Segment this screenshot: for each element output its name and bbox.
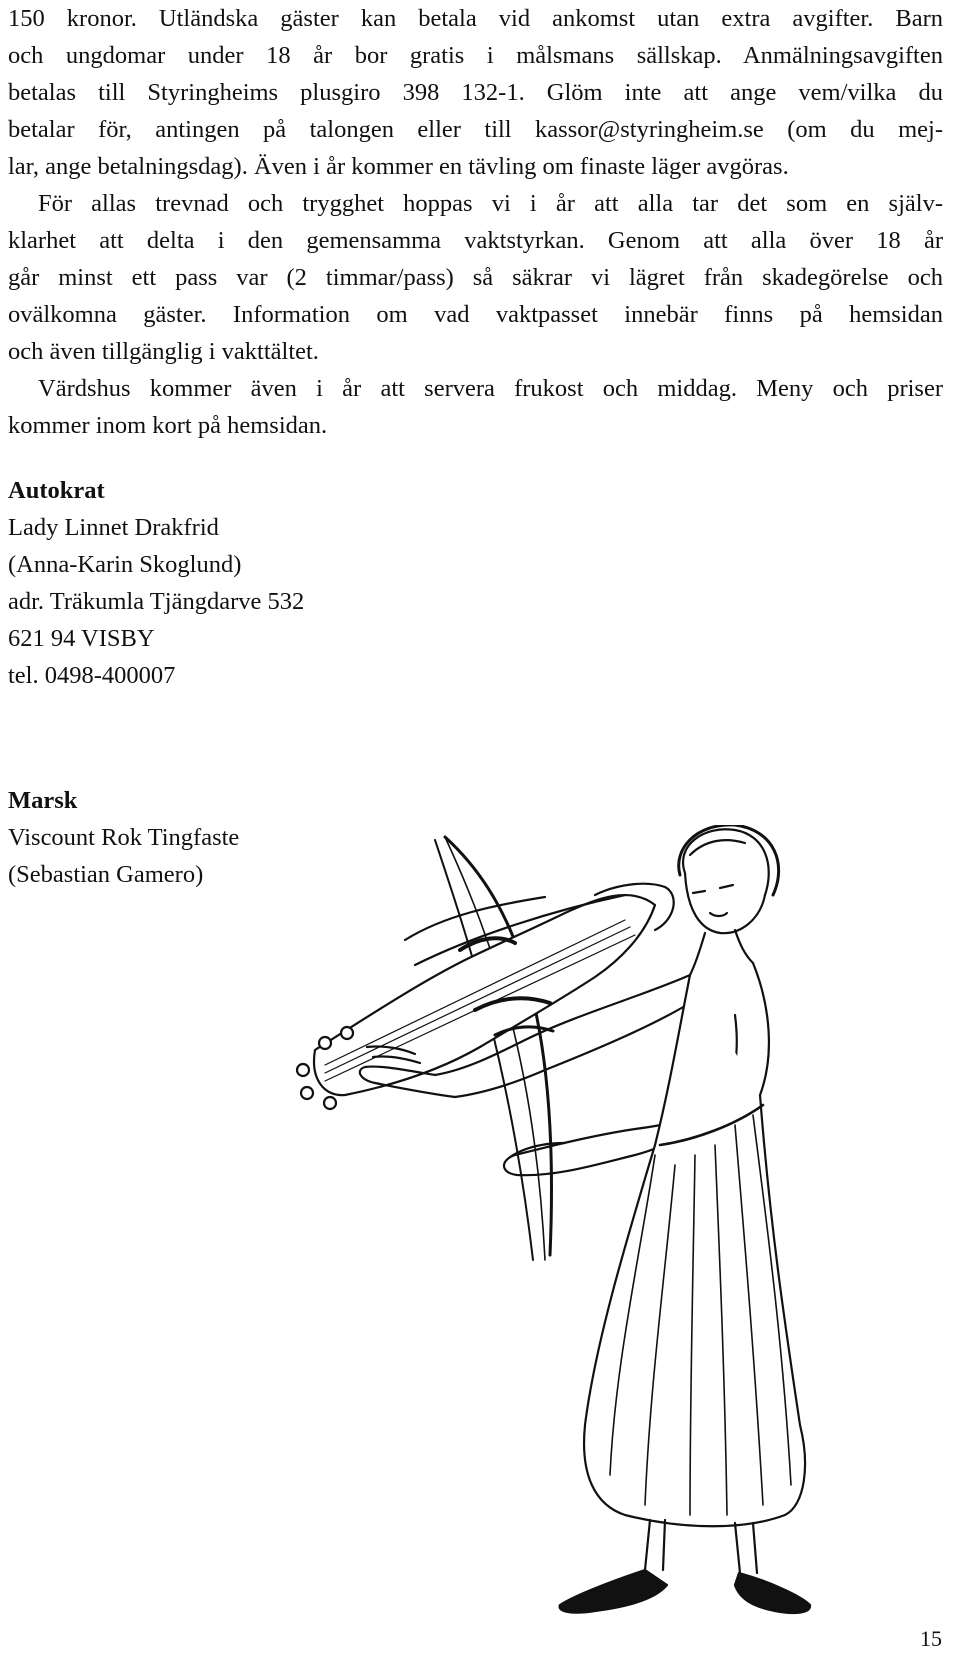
autokrat-title: Autokrat [8,477,105,504]
text-line: kommer inom kort på hemsidan. [8,412,328,439]
text-line: går minst ett pass var (2 timmar/pass) så säkrar vi lägret från skadegörelse och [8,264,943,291]
autokrat-postal: 621 94 VISBY [8,625,155,652]
autokrat-phone: tel. 0498-400007 [8,662,176,689]
paragraph-guard [8,185,943,370]
autokrat-section [8,472,304,694]
page-number: 15 [920,1626,942,1651]
autokrat-address: adr. Träkumla Tjängdarve 532 [8,588,305,615]
paragraph-payment [8,0,943,185]
marsk-section [8,782,239,893]
text-line: och ungdomar under 18 år bor gratis i målsmans sällskap. Anmälningsavgiften [8,42,943,69]
paragraph-tavern [8,370,943,444]
text-line: och även tillgänglig i vakttältet. [8,338,319,365]
autokrat-name: Lady Linnet Drakfrid [8,514,219,541]
text-line: För allas trevnad och trygghet hoppas vi i år att alla tar det som en själv- [38,190,943,217]
text-line: klarhet att delta i den gemensamma vaktstyrkan. Genom att alla över 18 år [8,227,943,254]
medieval-fiddle-player-icon [295,825,815,1630]
document-page [8,0,943,444]
autokrat-real-name: (Anna-Karin Skoglund) [8,551,242,578]
text-line: betalas till Styringheims plusgiro 398 132-1. Glöm inte att ange vem/vilka du [8,79,943,106]
text-line: betalar för, antingen på talongen eller till kassor@styringheim.se (om du mej- [8,116,943,143]
marsk-title: Marsk [8,787,78,814]
text-line: ovälkomna gäster. Information om vad vaktpasset innebär finns på hemsidan [8,301,943,328]
marsk-real-name: (Sebastian Gamero) [8,861,204,888]
body-text [8,0,943,444]
text-line: lar, ange betalningsdag). Även i år kommer en tävling om finaste läger avgöras. [8,153,789,180]
text-line: 150 kronor. Utländska gäster kan betala vid ankomst utan extra avgifter. Barn [8,5,943,32]
marsk-name: Viscount Rok Tingfaste [8,824,240,851]
text-line: Värdshus kommer även i år att servera frukost och middag. Meny och priser [38,375,943,402]
